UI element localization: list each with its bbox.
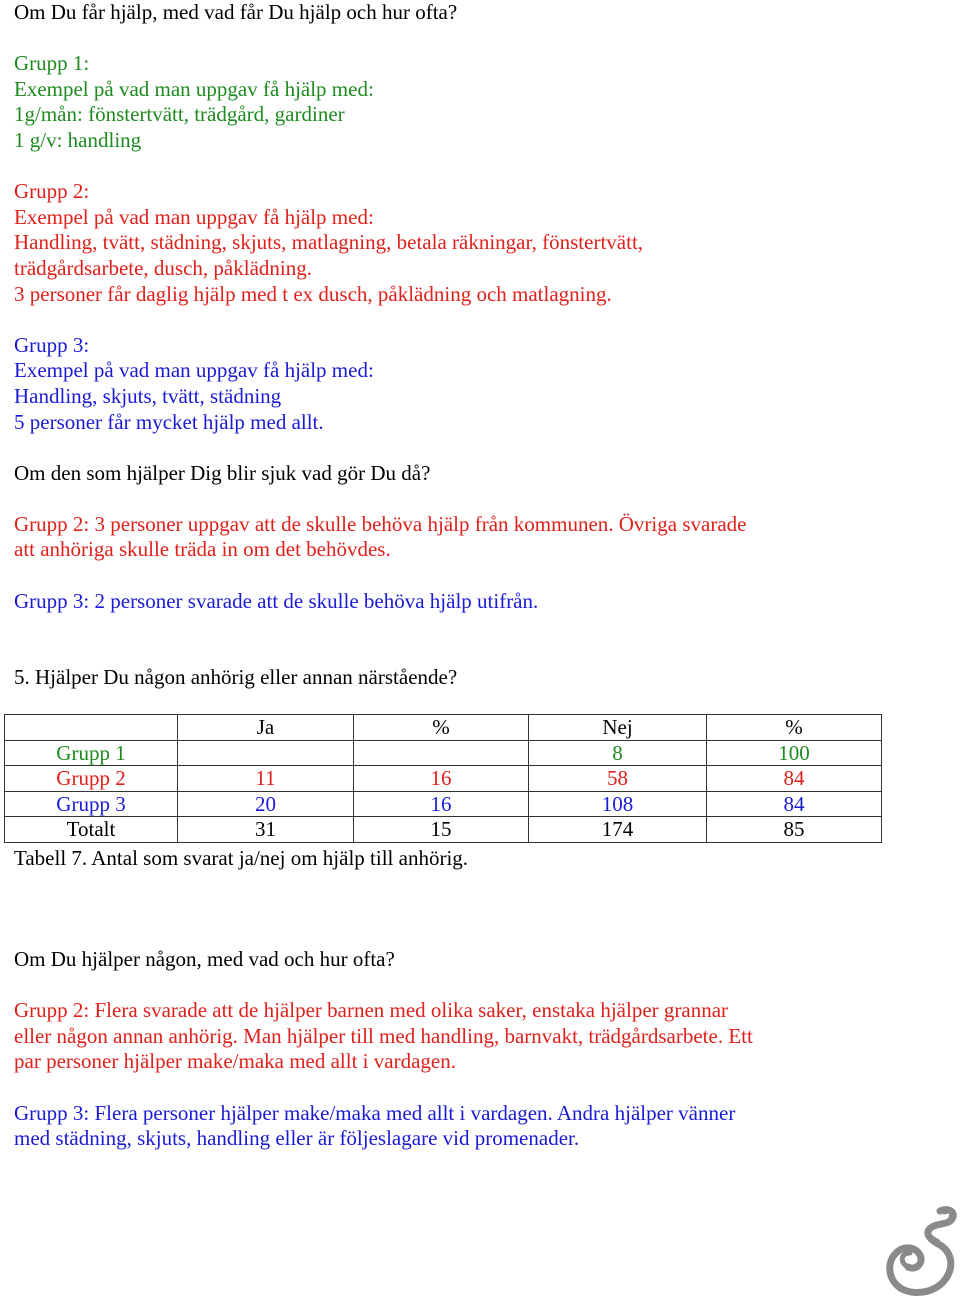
table-cell-label: Grupp 3 xyxy=(5,791,178,817)
table-header-cell: % xyxy=(707,715,882,741)
table-cell: 16 xyxy=(354,791,529,817)
table-cell: 16 xyxy=(354,766,529,792)
table-cell-label: Grupp 1 xyxy=(5,740,178,766)
question-helper-sick: Om den som hjälper Dig blir sjuk vad gör Du då? xyxy=(14,460,431,485)
table-cell xyxy=(178,740,354,766)
group3-line2: 5 personer får mycket hjälp med allt. xyxy=(14,409,324,434)
group1-section xyxy=(14,51,944,153)
document-page xyxy=(14,0,944,691)
question-help-given: Om Du hjälper någon, med vad och hur ofta? xyxy=(14,947,395,971)
help-given-group2-line3: par personer hjälper make/maka med allt i vardagen. xyxy=(14,1049,456,1074)
group1-intro: Exempel på vad man uppgav få hjälp med: xyxy=(14,76,374,101)
helper-sick-group2-line1: Grupp 2: 3 personer uppgav att de skulle behöva hjälp från kommunen. Övriga svarade xyxy=(14,511,747,536)
help-given-group2-line1: Grupp 2: Flera svarade att de hjälper barnen med olika saker, enstaka hjälper grannar xyxy=(14,998,729,1023)
group3-title: Grupp 3: xyxy=(14,332,90,357)
swirl-logo-icon xyxy=(882,1205,958,1303)
group2-section xyxy=(14,179,944,307)
group3-intro: Exempel på vad man uppgav få hjälp med: xyxy=(14,358,374,383)
table-cell xyxy=(354,740,529,766)
table-header-cell: Nej xyxy=(529,715,707,741)
group1-title: Grupp 1: xyxy=(14,51,90,76)
table-cell: 15 xyxy=(354,817,529,843)
table-row xyxy=(5,740,882,766)
table-cell: 20 xyxy=(178,791,354,817)
group2-title: Grupp 2: xyxy=(14,179,90,204)
table-row-total xyxy=(5,817,882,843)
table-header-cell xyxy=(5,715,178,741)
table-cell: 11 xyxy=(178,766,354,792)
table-row xyxy=(5,791,882,817)
table-cell-label: Grupp 2 xyxy=(5,766,178,792)
table-header-row xyxy=(5,715,882,741)
table-header-cell: Ja xyxy=(178,715,354,741)
help-given-group2-line2: eller någon annan anhörig. Man hjälper till med handling, barnvakt, trädgårdsarbete. Ett xyxy=(14,1023,753,1048)
table-cell: 100 xyxy=(707,740,882,766)
table-cell: 174 xyxy=(529,817,707,843)
table-cell: 85 xyxy=(707,817,882,843)
table-cell: 84 xyxy=(707,766,882,792)
group2-line1: Handling, tvätt, städning, skjuts, matlagning, betala räkningar, fönstertvätt, xyxy=(14,230,644,255)
question-help-received: Om Du får hjälp, med vad får Du hjälp och hur ofta? xyxy=(14,0,458,24)
table-cell: 8 xyxy=(529,740,707,766)
helper-sick-group3-line1: Grupp 3: 2 personer svarade att de skulle behöva hjälp utifrån. xyxy=(14,588,539,613)
help-given-group3-line1: Grupp 3: Flera personer hjälper make/maka med allt i vardagen. Andra hjälper vänner xyxy=(14,1100,736,1125)
table-caption: Tabell 7. Antal som svarat ja/nej om hjälp till anhörig. xyxy=(14,846,469,870)
group1-line2: 1 g/v: handling xyxy=(14,127,142,152)
helper-sick-group2-line2: att anhöriga skulle träda in om det behövdes. xyxy=(14,537,391,562)
table-header-cell: % xyxy=(354,715,529,741)
group3-section xyxy=(14,333,944,435)
group2-line2: trädgårdsarbete, dusch, påklädning. xyxy=(14,255,312,280)
table-row xyxy=(5,766,882,792)
group2-intro: Exempel på vad man uppgav få hjälp med: xyxy=(14,204,374,229)
help-given-group3-line2: med städning, skjuts, handling eller är följeslagare vid promenader. xyxy=(14,1126,580,1151)
group1-line1: 1g/mån: fönstertvätt, trädgård, gardiner xyxy=(14,102,345,127)
help-given-section xyxy=(14,947,944,1152)
table-cell-label: Totalt xyxy=(5,817,178,843)
table-cell: 31 xyxy=(178,817,354,843)
group2-line3: 3 personer får daglig hjälp med t ex dusch, påklädning och matlagning. xyxy=(14,281,612,306)
group3-line1: Handling, skjuts, tvätt, städning xyxy=(14,383,282,408)
table-cell: 58 xyxy=(529,766,707,792)
table-cell: 108 xyxy=(529,791,707,817)
help-relative-table xyxy=(4,714,882,843)
table-cell: 84 xyxy=(707,791,882,817)
question-5: 5. Hjälper Du någon anhörig eller annan närstående? xyxy=(14,665,458,690)
